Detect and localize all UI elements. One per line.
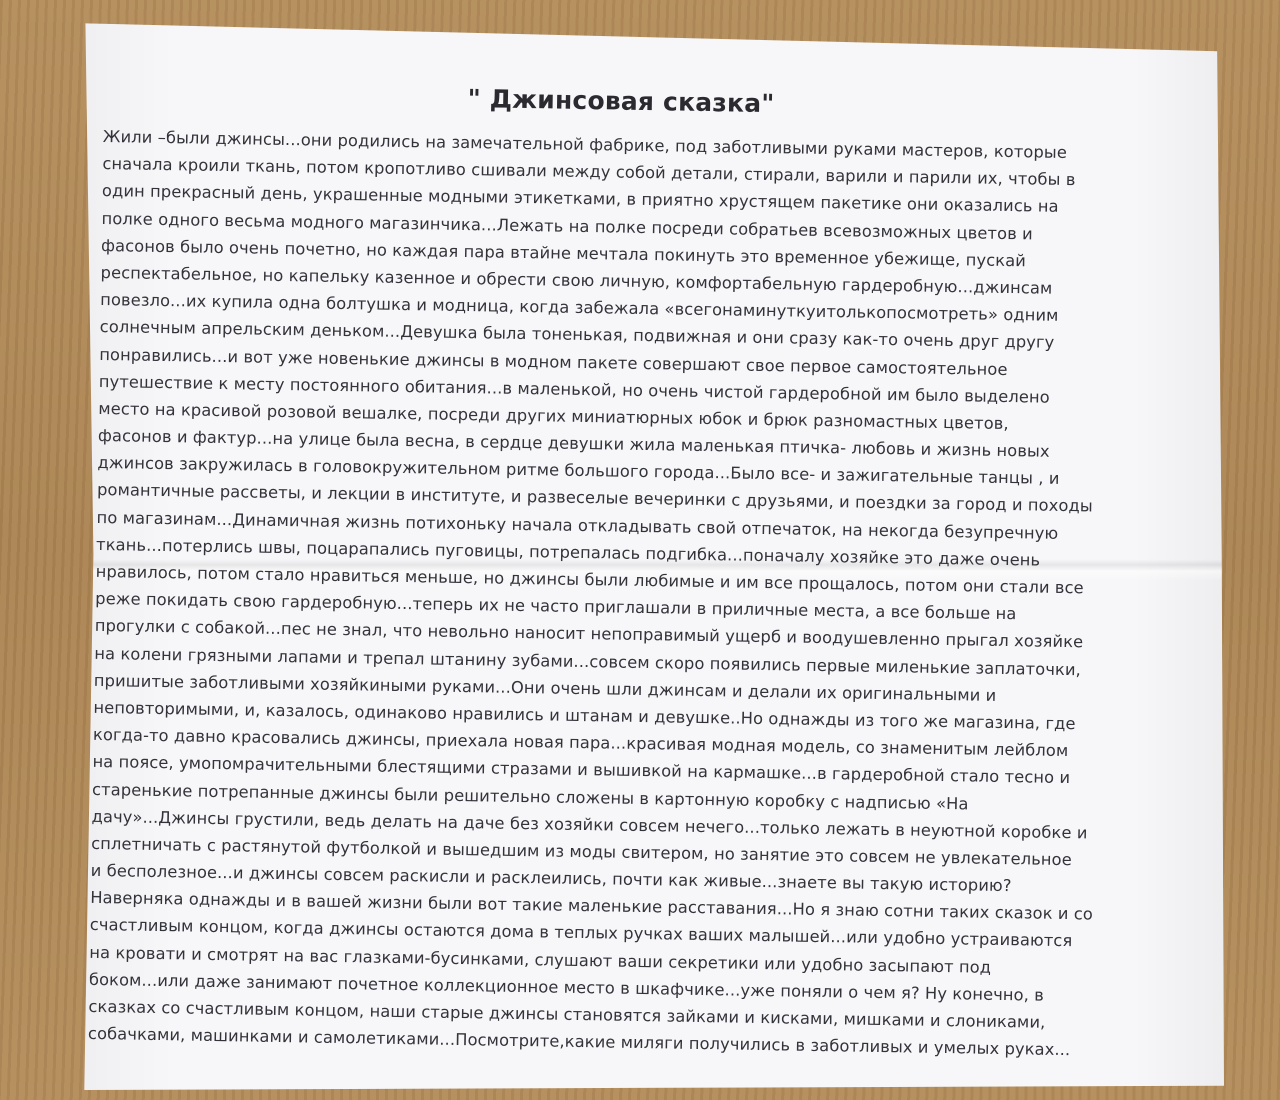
- text-line: прогулки с собакой...пес не знал, что невольно наносит непоправимый ущерб и воодушевленно прыгал хозяйке: [94, 616, 1084, 652]
- text-line: Наверняка однажды и в вашей жизни были вот такие маленькие расставания...Но я знаю сотни таких сказок и со: [90, 888, 1094, 924]
- text-line: реже покидать свою гардеробную...теперь их не часто приглашали в приличные места, а все больше на: [95, 589, 1017, 624]
- text-line: на кровати и смотрят на вас глазками-бусинками, слушают ваши секретики или удобно засыпают под: [89, 942, 992, 977]
- text-line: фасонов и фактур...на улице была весна, в сердце девушки жила маленькая птичка- любовь и жизнь новых: [97, 426, 1050, 461]
- text-line: боком...или даже занимают почетное коллекционное место в шкафчике...уже поняли о чем я? Ну конечно, в: [88, 969, 1045, 1005]
- text-line: фасонов было очень почетно, но каждая пара втайне мечтала покинуть это временное убежище, пускай: [100, 235, 1027, 271]
- text-line: нравилось, потом стало нравиться меньше, но джинсы были любимые и им все прощалось, потом они стали все: [95, 561, 1084, 598]
- text-line: один прекрасный день, украшенные модными этикетками, в приятно хрустящем пакетике они оказались на: [101, 181, 1059, 217]
- text-line: понравились...и вот уже новенькие джинсы в модном пакете совершают свое первое самостоятельное: [99, 344, 1008, 379]
- text-line: неповторимыми, и, казалось, одинаково нравились и штанам и девушке..Но однажды из того же магазина, где: [93, 697, 1076, 734]
- text-line: солнечным апрельским деньком...Девушка была тоненькая, подвижная и они сразу как-то очень друг другу: [99, 317, 1055, 353]
- text-line: собачками, машинками и самолетиками...Посмотрите,какие миляги получились в заботливых и умелых руках...: [87, 1024, 1071, 1060]
- text-line: место на красивой розовой вешалке, посреди других миниатюрных юбок и брюк разномастных цветов,: [98, 398, 1009, 433]
- text-line: повезло...их купила одна болтушка и модница, когда забежала «всегонаминуткуитолькопосмотреть» одним: [100, 290, 1059, 325]
- text-line: сказках со счастливым концом, наши старые джинсы становятся зайками и кисками, мишками и слониками,: [88, 996, 1046, 1032]
- text-line: путешествие к месту постоянного обитания...в маленькой, но очень чистой гардеробной им было выделено: [98, 371, 1050, 407]
- text-line: Жили –были джинсы...они родились на замечательной фабрике, под заботливыми руками мастеров, которые: [102, 126, 1068, 162]
- text-line: романтичные рассветы, и лекции в институте, и развеселые вечеринки с друзьями, и поездки за город и походы: [96, 480, 1093, 516]
- document-title: " Джинсовая сказка": [467, 84, 775, 119]
- document-text: [88, 123, 1138, 1064]
- text-line: сплетничать с растянутой футболкой и вышедшим из моды свитером, но занятие это совсем не увлекательное: [91, 833, 1072, 870]
- text-line: джинсов закружилась в головокружительном ритме большого города...Было все- и зажигательные танцы , и: [97, 453, 1060, 489]
- text-line: на поясе, умопомрачительными блестящими стразами и вышивкой на кармашке...в гардеробной стало тесно и: [92, 752, 1071, 788]
- text-line: старенькие потрепанные джинсы были решительно сложены в картонную коробку с надписью «На: [91, 779, 969, 813]
- text-line: счастливым концом, когда джинсы остаются дома в теплых ручках ваших малышей...или удобно устраиваются: [89, 915, 1073, 951]
- text-line: сначала кроили ткань, потом кропотливо сшивали между собой детали, стирали, варили и парили их, чтобы в: [102, 154, 1076, 190]
- text-line: на колени грязными лапами и трепал штанину зубами...совсем скоро появились первые миленькие заплаточки,: [94, 643, 1082, 679]
- text-line: дачу»...Джинсы грустили, ведь делать на даче без хозяйки совсем нечего...только лежать в неуютной коробке и: [91, 806, 1088, 843]
- text-line: по магазинам...Динамичная жизнь потихоньку начала откладывать свой отпечаток, на некогда безупречную: [96, 507, 1059, 543]
- text-line: респектабельное, но капельку казенное и обрести свою личную, комфортабельную гардеробную...джинсам: [100, 262, 1053, 298]
- text-line: полке одного весьма модного магазинчика...Лежать на полке посреди собратьев всевозможных цветов и: [101, 208, 1033, 243]
- text-line: и бесполезное...и джинсы совсем раскисли и расклеились, почти как живые...знаете вы такую историю?: [90, 860, 1012, 896]
- text-line: когда-то давно красовались джинсы, приехала новая пара...красивая модная модель, со знаменитым лейблом: [92, 725, 1069, 761]
- text-line: пришитые заботливыми хозяйкиными руками...Они очень шли джинсам и делали их оригинальными и: [93, 670, 997, 705]
- document-body: [88, 70, 1139, 1064]
- text-line: ткань...потерлись швы, поцарапались пуговицы, потрепалась подгибка...поначалу хозяйке это даже очень: [95, 534, 1041, 570]
